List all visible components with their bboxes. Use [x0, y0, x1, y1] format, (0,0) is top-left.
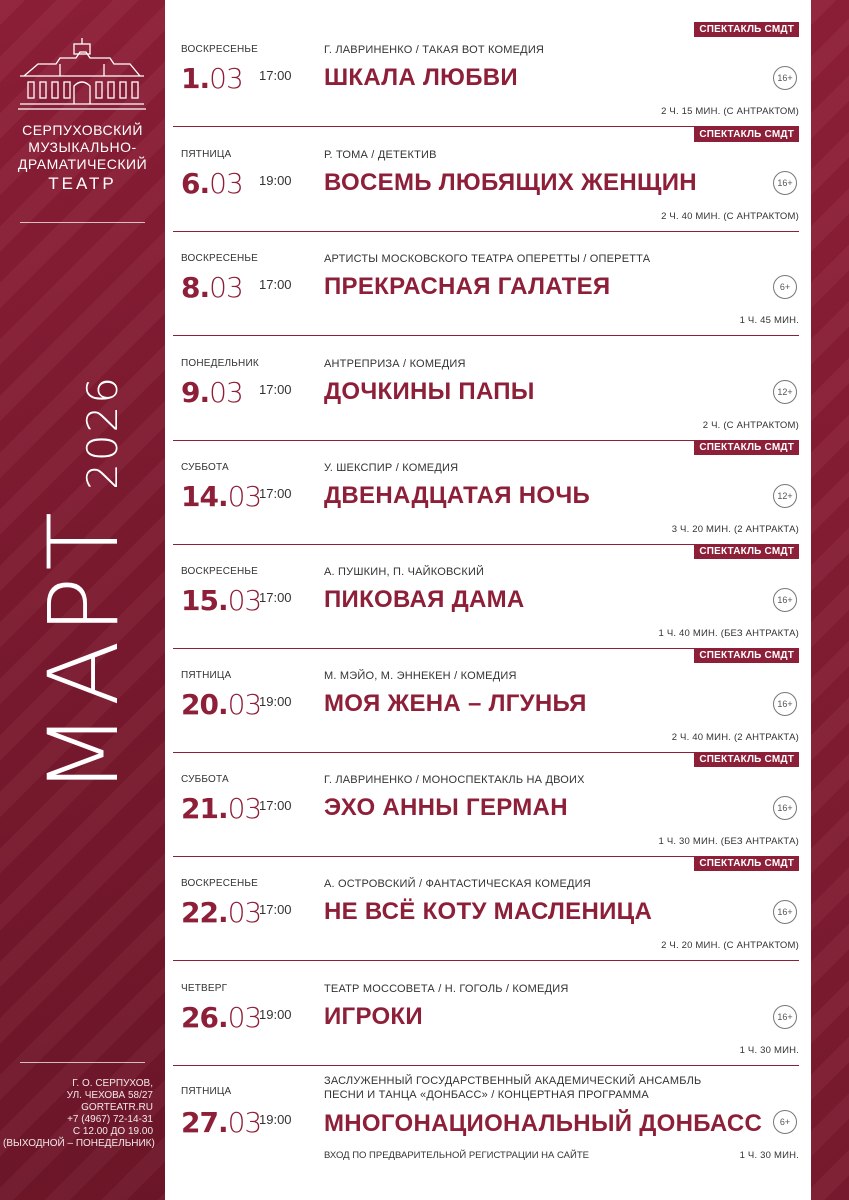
theatre-name-line4: ТЕАТР [48, 174, 117, 193]
event-date-month: 03 [209, 376, 243, 409]
event-duration: 1 Ч. 30 МИН. (БЕЗ АНТРАКТА) [658, 836, 799, 847]
address-line: С 12.00 ДО 19.00 [72, 1126, 153, 1137]
address-line: (ВЫХОДНОЙ – ПОНЕДЕЛЬНИК) [3, 1138, 155, 1149]
event-duration: 2 Ч. (С АНТРАКТОМ) [702, 420, 799, 431]
event-row[interactable] [173, 22, 799, 127]
event-date-day: 1. [181, 62, 210, 95]
event-title[interactable]: МОЯ ЖЕНА – ЛГУНЬЯ [324, 690, 587, 717]
theatre-name-line2: МУЗЫКАЛЬНО- [28, 139, 137, 155]
event-time: 17:00 [259, 486, 292, 501]
age-rating-badge: 12+ [773, 380, 797, 404]
event-duration: 2 Ч. 15 МИН. (С АНТРАКТОМ) [661, 106, 799, 117]
age-rating-badge: 6+ [773, 1110, 797, 1134]
event-date [181, 896, 261, 929]
event-weekday: ВОСКРЕСЕНЬЕ [181, 878, 259, 889]
event-date [181, 167, 243, 200]
age-rating-badge: 16+ [773, 692, 797, 716]
event-date [181, 792, 261, 825]
event-weekday: ВОСКРЕСЕНЬЕ [181, 44, 259, 55]
event-date-day: 6. [181, 167, 210, 200]
event-time: 17:00 [259, 590, 292, 605]
event-date-day: 8. [181, 271, 210, 304]
event-date-day: 22. [181, 896, 228, 929]
event-date-day: 26. [181, 1001, 228, 1034]
event-time: 17:00 [259, 277, 292, 292]
event-duration: 1 Ч. 30 МИН. [739, 1045, 799, 1056]
event-duration: 2 Ч. 20 МИН. (С АНТРАКТОМ) [661, 940, 799, 951]
theatre-name-line1: СЕРПУХОВСКИЙ [22, 122, 143, 138]
event-date-day: 15. [181, 584, 228, 617]
event-row[interactable] [173, 127, 799, 232]
event-date [181, 688, 261, 721]
event-genre: АРТИСТЫ МОСКОВСКОГО ТЕАТРА ОПЕРЕТТЫ / ОПЕРЕТТА [324, 253, 651, 265]
event-date [181, 271, 243, 304]
event-genre: ТЕАТР МОССОВЕТА / Н. ГОГОЛЬ / КОМЕДИЯ [324, 983, 569, 995]
event-date-month: 03 [227, 688, 262, 721]
age-rating-badge: 6+ [773, 275, 797, 299]
event-duration: 1 Ч. 40 МИН. (БЕЗ АНТРАКТА) [658, 628, 799, 639]
event-date-month: 03 [227, 896, 262, 929]
age-rating-badge: 16+ [773, 171, 797, 195]
event-genre: Г. ЛАВРИНЕНКО / ТАКАЯ ВОТ КОМЕДИЯ [324, 44, 545, 56]
theatre-name [0, 122, 165, 192]
age-rating-badge: 16+ [773, 1005, 797, 1029]
event-row[interactable] [173, 752, 799, 857]
event-genre: Р. ТОМА / ДЕТЕКТИВ [324, 149, 437, 161]
event-weekday: ВОСКРЕСЕНЬЕ [181, 566, 259, 577]
event-row[interactable] [173, 961, 799, 1066]
sidebar [0, 0, 165, 1200]
event-duration: 2 Ч. 40 МИН. (С АНТРАКТОМ) [661, 211, 799, 222]
event-date [181, 376, 243, 409]
event-date-day: 21. [181, 792, 228, 825]
event-weekday: ПЯТНИЦА [181, 149, 232, 160]
event-date-month: 03 [209, 62, 243, 95]
event-weekday: СУББОТА [181, 774, 229, 785]
event-time: 19:00 [259, 1007, 292, 1022]
event-title[interactable]: ИГРОКИ [324, 1003, 423, 1030]
event-date-month: 03 [227, 1106, 262, 1139]
event-time: 17:00 [259, 902, 292, 917]
event-weekday: ПЯТНИЦА [181, 1086, 232, 1097]
event-row[interactable] [173, 1066, 799, 1170]
event-row[interactable] [173, 336, 799, 441]
event-duration: 2 Ч. 40 МИН. (2 АНТРАКТА) [671, 732, 799, 743]
event-time: 17:00 [259, 382, 292, 397]
event-genre: У. ШЕКСПИР / КОМЕДИЯ [324, 462, 459, 474]
event-genre: АНТРЕПРИЗА / КОМЕДИЯ [324, 358, 466, 370]
year: 2026 [78, 375, 127, 490]
event-date-day: 20. [181, 688, 228, 721]
theatre-building-icon [16, 36, 146, 116]
event-genre: А. ПУШКИН, П. ЧАЙКОВСКИЙ [324, 566, 485, 578]
event-time: 17:00 [259, 68, 292, 83]
age-rating-badge: 16+ [773, 900, 797, 924]
event-date-month: 03 [227, 1001, 262, 1034]
smdt-badge: СПЕКТАКЛЬ СМДТ [694, 648, 799, 663]
event-row[interactable] [173, 648, 799, 753]
event-date [181, 1106, 261, 1139]
smdt-badge: СПЕКТАКЛЬ СМДТ [694, 22, 799, 37]
event-genre: ЗАСЛУЖЕННЫЙ ГОСУДАРСТВЕННЫЙ АКАДЕМИЧЕСКИЙ АНСАМБЛЬ ПЕСНИ И ТАНЦА «ДОНБАСС» / КОНЦЕРТНАЯ ПРОГРАММА [324, 1075, 702, 1101]
event-row[interactable] [173, 231, 799, 336]
event-date-month: 03 [227, 480, 262, 513]
event-date-month: 03 [209, 167, 243, 200]
event-title[interactable]: ДОЧКИНЫ ПАПЫ [324, 378, 535, 405]
event-date-day: 27. [181, 1106, 228, 1139]
smdt-badge: СПЕКТАКЛЬ СМДТ [694, 544, 799, 559]
event-row[interactable] [173, 544, 799, 649]
event-date-day: 14. [181, 480, 228, 513]
address-line: Г. О. СЕРПУХОВ, [72, 1078, 153, 1089]
event-genre: М. МЭЙО, М. ЭННЕКЕН / КОМЕДИЯ [324, 670, 517, 682]
smdt-badge: СПЕКТАКЛЬ СМДТ [694, 127, 799, 142]
event-weekday: ПОНЕДЕЛЬНИК [181, 358, 259, 369]
address-block [3, 1078, 153, 1150]
theatre-name-line3: ДРАМАТИЧЕСКИЙ [17, 156, 148, 172]
address-line: УЛ. ЧЕХОВА 58/27 [66, 1090, 153, 1101]
event-time: 19:00 [259, 173, 292, 188]
smdt-badge: СПЕКТАКЛЬ СМДТ [694, 856, 799, 871]
event-date [181, 584, 261, 617]
event-title[interactable]: МНОГОНАЦИОНАЛЬНЫЙ ДОНБАСС [324, 1110, 763, 1137]
event-duration: 1 Ч. 45 МИН. [739, 315, 799, 326]
event-note: ВХОД ПО ПРЕДВАРИТЕЛЬНОЙ РЕГИСТРАЦИИ НА САЙТЕ [324, 1150, 589, 1161]
event-title[interactable]: ДВЕНАДЦАТАЯ НОЧЬ [324, 482, 591, 509]
event-title[interactable]: ВОСЕМЬ ЛЮБЯЩИХ ЖЕНЩИН [324, 169, 697, 196]
smdt-badge: СПЕКТАКЛЬ СМДТ [694, 752, 799, 767]
event-title[interactable]: ПРЕКРАСНАЯ ГАЛАТЕЯ [324, 273, 611, 300]
age-rating-badge: 16+ [773, 66, 797, 90]
event-date-month: 03 [227, 584, 262, 617]
event-weekday: ВОСКРЕСЕНЬЕ [181, 253, 259, 264]
divider [20, 222, 145, 223]
right-stripe [811, 0, 849, 1200]
event-time: 19:00 [259, 694, 292, 709]
event-row[interactable] [173, 856, 799, 961]
smdt-badge: СПЕКТАКЛЬ СМДТ [694, 440, 799, 455]
month-name: МАРТ [28, 505, 140, 795]
event-time: 19:00 [259, 1112, 292, 1127]
event-date [181, 62, 243, 95]
event-duration: 1 Ч. 30 МИН. [739, 1150, 799, 1161]
event-title[interactable]: НЕ ВСЁ КОТУ МАСЛЕНИЦА [324, 898, 653, 925]
event-weekday: СУББОТА [181, 462, 229, 473]
event-title[interactable]: ЭХО АННЫ ГЕРМАН [324, 794, 568, 821]
event-title[interactable]: ПИКОВАЯ ДАМА [324, 586, 525, 613]
event-time: 17:00 [259, 798, 292, 813]
event-date-month: 03 [227, 792, 262, 825]
event-row[interactable] [173, 440, 799, 545]
divider [20, 1062, 145, 1063]
event-date-month: 03 [209, 271, 243, 304]
event-duration: 3 Ч. 20 МИН. (2 АНТРАКТА) [671, 524, 799, 535]
month-heading [28, 375, 140, 795]
event-weekday: ЧЕТВЕРГ [181, 983, 228, 994]
event-date-day: 9. [181, 376, 210, 409]
age-rating-badge: 12+ [773, 484, 797, 508]
phone-number[interactable]: +7 (4967) 72-14-31 [67, 1114, 153, 1125]
event-weekday: ПЯТНИЦА [181, 670, 232, 681]
website-link[interactable]: GORTEATR.RU [81, 1102, 153, 1113]
event-genre: А. ОСТРОВСКИЙ / ФАНТАСТИЧЕСКАЯ КОМЕДИЯ [324, 878, 591, 890]
age-rating-badge: 16+ [773, 588, 797, 612]
age-rating-badge: 16+ [773, 796, 797, 820]
event-date [181, 480, 261, 513]
event-date [181, 1001, 261, 1034]
event-genre: Г. ЛАВРИНЕНКО / МОНОСПЕКТАКЛЬ НА ДВОИХ [324, 774, 585, 786]
event-title[interactable]: ШКАЛА ЛЮБВИ [324, 64, 518, 91]
